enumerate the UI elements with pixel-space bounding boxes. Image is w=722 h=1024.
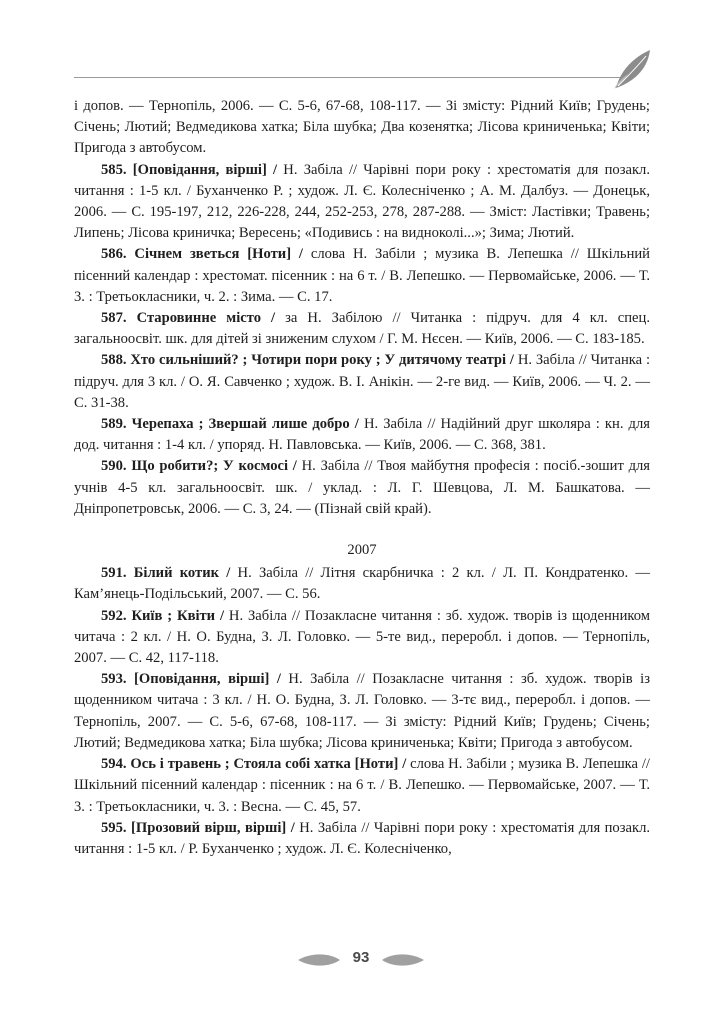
- entry-number: 589.: [101, 416, 127, 433]
- entries-2006: [74, 160, 650, 520]
- entry-number: 586.: [101, 246, 127, 263]
- entry-title: Січнем зветься [Ноти] /: [134, 246, 303, 263]
- entry-title: Хто сильніший? ; Чотири пори року ; У дитячому театрі /: [130, 352, 514, 369]
- bibliography-entry: [74, 160, 650, 245]
- entry-title: Білий котик /: [133, 565, 231, 582]
- bibliography-entry: [74, 414, 650, 456]
- entries-2007: [74, 563, 650, 860]
- entry-details: Н. Забіла // Твоя майбутня професія : посіб.-зошит для учнів 4-5 кл. загальноосвіт. шк. / уклад. : Л. Г. Шевцова, Л. М. Башкатова. — Дніпропетровськ, 2006. — С. 3, 24. — (Пізнай свій край).: [74, 458, 650, 517]
- entry-title: Черепаха ; Звершай лише добро /: [131, 416, 359, 433]
- entry-details: Н. Забіла // Позакласне читання : зб. худож. творів із щоденником читача : 2 кл. / Н. О. Будна, З. Л. Головко. — 5-те вид., переробл. і допов. — Тернопіль, 2007. — С. 42, 117-118.: [74, 607, 650, 667]
- bibliography-entry: [74, 456, 650, 520]
- entry-number: 594.: [101, 756, 127, 773]
- entry-details: Н. Забіла // Позакласне читання : зб. худож. творів із щоденником читача : 3 кл. / Н. О. Будна, З. Л. Головко. — 3-тє вид., переробл. і допов. — Тернопіль, 2007. — С. 5-6, 67-68, 108-117. — Зі змісту: Рідний Київ; Грудень; Січень; Лютий; Ведмедикова хатка; Біла шубка; Лісова криниченька; Квіти; Пригода з автобусом.: [74, 671, 650, 751]
- entry-title: [Прозовий вірш, вірші] /: [131, 819, 295, 836]
- bibliography-entry: [74, 606, 650, 670]
- leaf-right-icon: [382, 953, 424, 967]
- entry-number: 595.: [101, 819, 127, 836]
- entry-title: [Оповідання, вірші] /: [132, 161, 278, 178]
- bibliography-entry: [74, 563, 650, 605]
- entry-number: 592.: [101, 607, 127, 624]
- bibliography-entry: [74, 350, 650, 414]
- entry-details: Н. Забіла // Надійний друг школяра : кн. для дод. читання : 1-4 кл. / упоряд. Н. Павловська. — Київ, 2006. — С. 368, 381.: [74, 416, 650, 454]
- entry-details: Н. Забіла // Читанка : підруч. для 3 кл. / О. Я. Савченко ; худож. В. І. Анікін. — 2-ге вид. — Київ, 2006. — Ч. 2. — С. 31-38.: [74, 352, 651, 411]
- entry-details: слова Н. Забіли ; музика В. Лепешка // Шкільний пісенний календар : пісенник : на 6 т. / В. Лепешко. — Первомайське, 2007. — Т. 3. : Третьокласники, ч. 3. : Весна. — С. 45, 57.: [74, 756, 650, 815]
- entry-details: Н. Забіла // Чарівні пори року : хрестоматія для позакл. читання : 1-5 кл. / Буханченко Р. ; худож. Л. Є. Колесніченко ; А. М. Далбуз. — Донецьк, 2006. — С. 195-197, 212, 226-228, 244, 252-253, 278, 287-288. — Зміст: Ластівки; Травень; Липень; Лісова криничка; Вересень; «Подивись : на видноколі...»; Зима; Лютий.: [74, 161, 650, 242]
- entry-number: 588.: [101, 352, 127, 369]
- bibliography-entry: [74, 754, 650, 818]
- entry-title: Ось і травень ; Стояла собі хатка [Ноти] /: [130, 756, 407, 773]
- bibliography-list: [74, 96, 650, 860]
- bibliography-entry: [74, 244, 650, 308]
- page-number: 93: [352, 949, 370, 966]
- entry-number: 587.: [101, 310, 127, 327]
- bibliography-entry: [74, 818, 650, 860]
- page-footer: [296, 948, 426, 972]
- entry-number: 593.: [101, 671, 127, 688]
- entry-details: Н. Забіла // Чарівні пори року : хрестоматія для позакл. читання : 1-5 кл. / Р. Буханченко ; худож. Л. Є. Колесніченко,: [74, 819, 650, 857]
- entry-details: Н. Забіла // Літня скарбничка : 2 кл. / Л. П. Кондратенко. — Кам’янець-Подільський, 2007. — С. 56.: [74, 565, 650, 603]
- header-rule: [74, 77, 622, 78]
- entry-number: 585.: [101, 161, 127, 178]
- entry-details: слова Н. Забіли ; музика В. Лепешка // Шкільний пісенний календар : хрестомат. пісенник : на 6 т. / В. Лепешко. — Первомайське, 2006. — Т. 3. : Третьокласники, ч. 2. : Зима. — С. 17.: [74, 246, 650, 305]
- bibliography-entry: [74, 669, 650, 754]
- continued-entry: і допов. — Тернопіль, 2006. — С. 5-6, 67-68, 108-117. — Зі змісту: Рідний Київ; Грудень; Січень; Лютий; Ведмедикова хатка; Біла шубка; Два козенятка; Лісова криниченька; Квіти; Пригода з автобусом.: [74, 98, 650, 157]
- entry-title: Київ ; Квіти /: [131, 607, 225, 624]
- entry-title: [Оповідання, вірші] /: [134, 671, 281, 688]
- entry-title: Що робити?; У космосі /: [131, 458, 297, 475]
- leaf-ornament-icon: [612, 48, 652, 90]
- year-heading: 2007: [347, 542, 377, 559]
- entry-details: за Н. Забілою // Читанка : підруч. для 4 кл. спец. загальноосвіт. шк. для дітей зі зниженим слухом / Г. М. Нєсен. — Київ, 2006. — С. 183-185.: [74, 310, 650, 348]
- bibliography-entry: [74, 308, 650, 350]
- entry-title: Старовинне місто /: [136, 310, 276, 327]
- entry-number: 590.: [101, 458, 127, 475]
- entry-number: 591.: [101, 565, 127, 582]
